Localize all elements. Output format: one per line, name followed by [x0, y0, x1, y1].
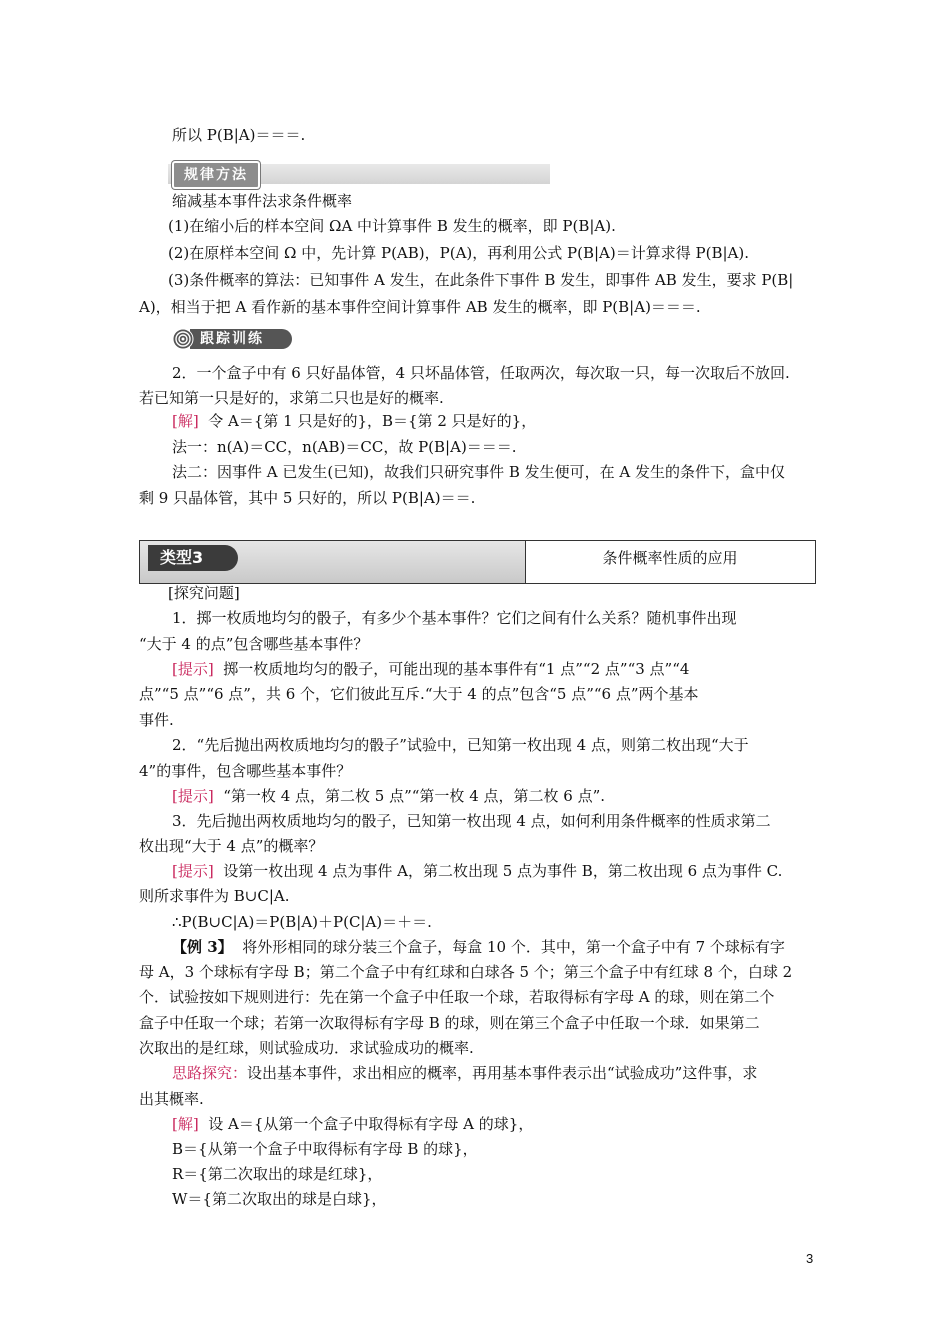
text-line: 母 A，3 个球标有字母 B；第二个盒子中有红球和白球各 5 个；第三个盒子中有红球 8 个，白球 2 [139, 963, 793, 981]
track-banner-label: 跟踪训练 [190, 329, 292, 349]
hint-text: “第一枚 4 点，第二枚 5 点”“第一枚 4 点，第二枚 6 点”. [223, 787, 606, 805]
hint-text: 掷一枚质地均匀的骰子，可能出现的基本事件有“1 点”“2 点”“3 点”“4 [223, 660, 690, 678]
method-banner [168, 164, 550, 184]
text-line [172, 410, 536, 432]
type-header-bar [140, 541, 525, 583]
text-line: 则所求事件为 B∪C|A. [139, 887, 290, 905]
text-line [172, 936, 785, 958]
text-line [172, 658, 689, 680]
target-icon [172, 328, 194, 350]
text-line: 个．试验按如下规则进行：先在第一个盒子中任取一个球，若取得标有字母 A 的球，则在第二个 [139, 988, 775, 1006]
text-line: B＝{从第一个盒子中取得标有字母 B 的球}， [172, 1140, 478, 1158]
text-line: 枚出现“大于 4 点”的概率？ [139, 837, 324, 855]
text-line: ∴P(B∪C|A)＝P(B|A)＋P(C|A)＝＋＝. [172, 913, 432, 931]
text-line: 4”的事件，包含哪些基本事件？ [139, 762, 352, 780]
hint-tag: [提示] [172, 787, 214, 805]
text-line: R＝{第二次取出的球是红球}， [172, 1165, 383, 1183]
type-label: 类型3 [148, 545, 238, 571]
text-line: (2)在原样本空间 Ω 中，先计算 P(AB)，P(A)，再利用公式 P(B|A)＝计算求得 P(B|A). [168, 244, 749, 262]
solution-tag: [解] [172, 1115, 199, 1133]
hint-tag: [提示] [172, 862, 214, 880]
thinking-text: 设出基本事件，求出相应的概率，再用基本事件表示出“试验成功”这件事，求 [247, 1064, 758, 1082]
text-line: 所以 P(B|A)＝＝＝. [172, 126, 306, 144]
text-line [172, 1113, 533, 1135]
hint-tag: [提示] [172, 660, 214, 678]
text-line: 2．一个盒子中有 6 只好晶体管，4 只坏晶体管，任取两次，每次取一只，每一次取后不放回. [172, 364, 790, 382]
text-line: 事件. [139, 711, 174, 729]
text-line: 缩减基本事件法求条件概率 [172, 192, 353, 210]
text-line: 剩 9 只晶体管，其中 5 只好的，所以 P(B|A)＝＝. [139, 489, 476, 507]
example-tag: 【例 3】 [172, 938, 233, 956]
example-text: 将外形相同的球分装三个盒子，每盒 10 个．其中，第一个盒子中有 7 个球标有字 [242, 938, 785, 956]
text-line: “大于 4 的点”包含哪些基本事件？ [139, 635, 369, 653]
text-line: (1)在缩小后的样本空间 ΩA 中计算事件 B 发生的概率，即 P(B|A). [168, 217, 616, 235]
text-line: 1．掷一枚质地均匀的骰子，有多少个基本事件？它们之间有什么关系？随机事件出现 [172, 609, 737, 627]
method-banner-label: 规律方法 [172, 161, 260, 189]
solution-text: 令 A＝{第 1 只是好的}，B＝{第 2 只是好的}， [208, 412, 537, 430]
text-line: 法一：n(A)＝CC，n(AB)＝CC，故 P(B|A)＝＝＝. [172, 438, 517, 456]
hint-text: 设第一枚出现 4 点为事件 A，第二枚出现 5 点为事件 B，第二枚出现 6 点为事件 C. [223, 862, 783, 880]
type-header [139, 540, 816, 584]
text-line: (3)条件概率的算法：已知事件 A 发生，在此条件下事件 B 发生，即事件 AB 发生，要求 P(B| [168, 271, 794, 289]
track-banner [172, 327, 286, 351]
text-line: 盒子中任取一个球；若第一次取得标有字母 B 的球，则在第三个盒子中任取一个球．如果第二 [139, 1014, 760, 1032]
text-line: 出其概率. [139, 1090, 204, 1108]
text-line: 点”“5 点”“6 点”，共 6 个，它们彼此互斥.“大于 4 的点”包含“5 点”“6 点”两个基本 [139, 685, 699, 703]
page-number: 3 [806, 1251, 814, 1266]
text-line: [探究问题] [168, 584, 240, 602]
type-title: 条件概率性质的应用 [602, 549, 738, 567]
solution-text: 设 A＝{从第一个盒子中取得标有字母 A 的球}， [208, 1115, 534, 1133]
solution-tag: [解] [172, 412, 199, 430]
text-line: 3．先后抛出两枚质地均匀的骰子，已知第一枚出现 4 点，如何利用条件概率的性质求第二 [172, 812, 771, 830]
text-line [172, 785, 605, 807]
thinking-tag: 思路探究： [172, 1064, 248, 1082]
text-line: 次取出的是红球，则试验成功．求试验成功的概率. [139, 1039, 474, 1057]
text-line: 2．“先后抛出两枚质地均匀的骰子”试验中，已知第一枚出现 4 点，则第二枚出现“大于 [172, 736, 749, 754]
text-line [172, 860, 782, 882]
text-line [172, 1062, 757, 1084]
text-line: 法二：因事件 A 已发生(已知)，故我们只研究事件 B 发生便可，在 A 发生的条件下，盒中仅 [172, 463, 786, 481]
text-line: W＝{第二次取出的球是白球}， [172, 1190, 387, 1208]
text-line: A)，相当于把 A 看作新的基本事件空间计算事件 AB 发生的概率，即 P(B|A)＝＝＝. [139, 298, 701, 316]
text-line: 若已知第一只是好的，求第二只也是好的概率. [139, 389, 444, 407]
